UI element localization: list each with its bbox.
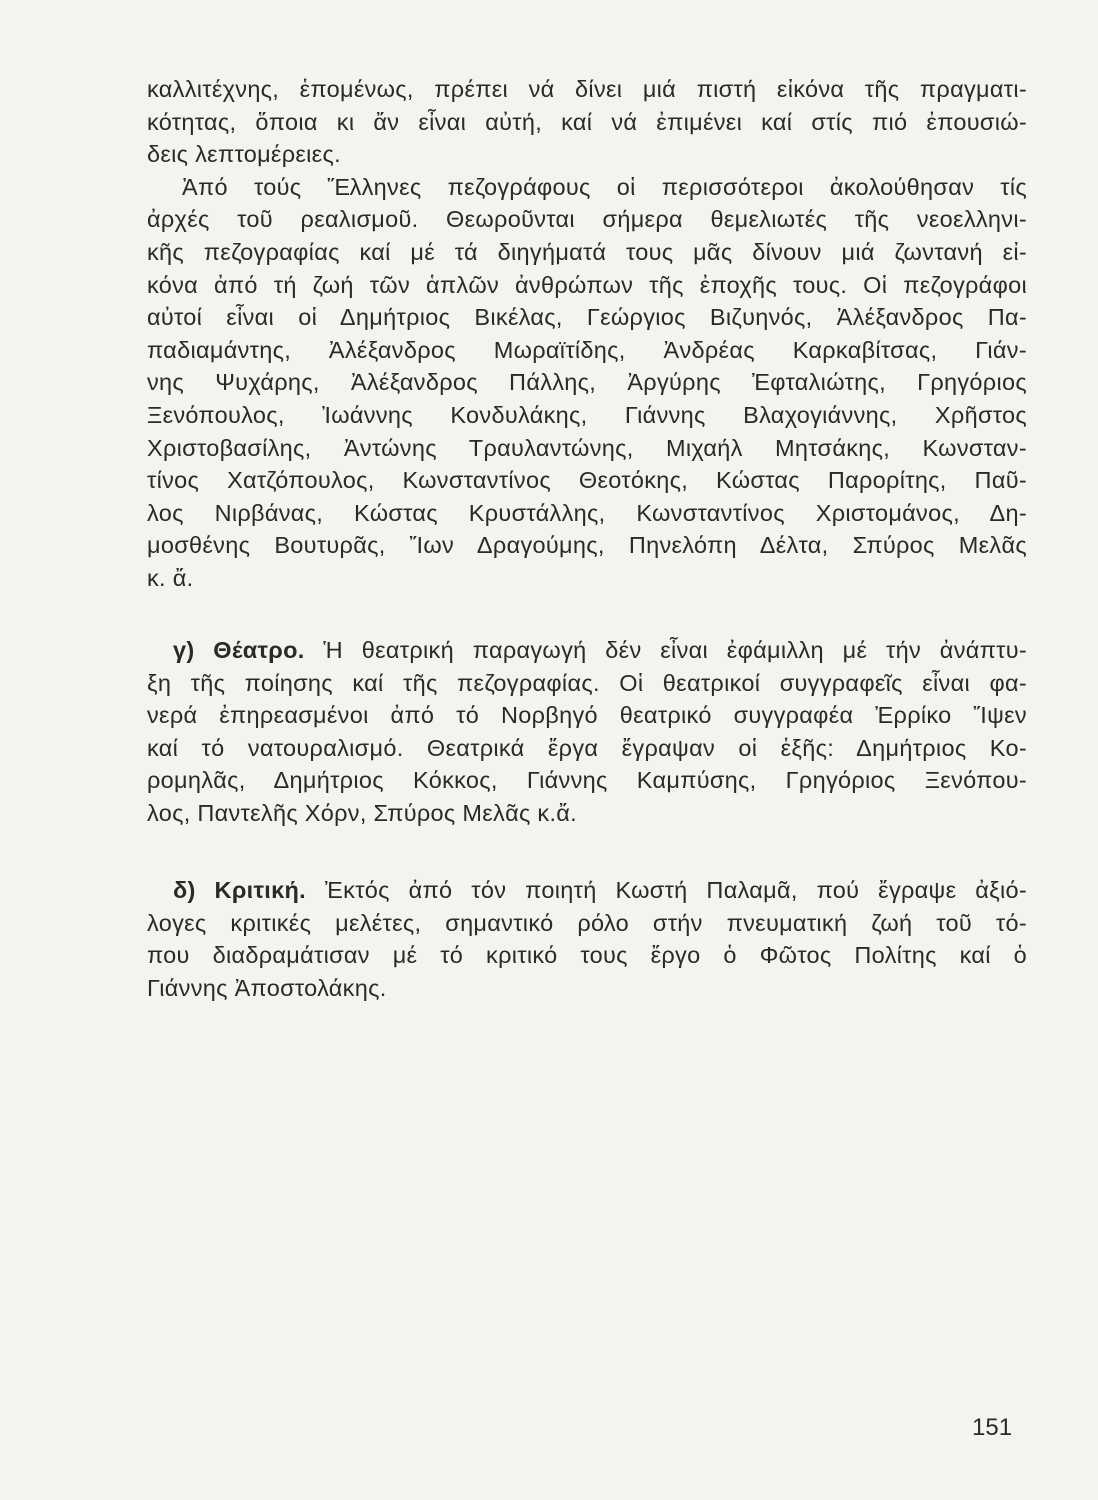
paragraph-realism [147, 73, 1027, 595]
text-line: νης Ψυχάρης, Ἀλέξανδρος Πάλλης, Ἀργύρης Ἐφταλιώτης, Γρηγόριος [147, 369, 1027, 396]
text-line: λος Νιρβάνας, Κώστας Κρυστάλλης, Κωνσταντίνος Χριστομάνος, Δη- [147, 499, 1027, 526]
section-heading-theatre: γ) Θέατρο. [173, 637, 305, 663]
text-span: Ἡ θεατρική παραγωγή δέν εἶναι ἐφάμιλλη μέ τήν ἀνάπτυ- [304, 637, 1027, 663]
text-line: λογες κριτικές μελέτες, σημαντικό ρόλο στήν πνευματική ζωή τοῦ τό- [147, 909, 1027, 936]
section-first-line [147, 634, 1027, 667]
section-criticism [147, 874, 1027, 1004]
text-line: αὐτοί εἶναι οἱ Δημήτριος Βικέλας, Γεώργιος Βιζυηνός, Ἀλέξανδρος Πα- [147, 304, 1027, 331]
text-line: κῆς πεζογραφίας καί μέ τά διηγήματά τους μᾶς δίνουν μιά ζωντανή εἰ- [147, 238, 1027, 265]
text-line: παδιαμάντης, Ἀλέξανδρος Μωραϊτίδης, Ἀνδρέας Καρκαβίτσας, Γιάν- [147, 336, 1027, 363]
section-heading-criticism: δ) Κριτική. [173, 877, 306, 903]
text-line: κόνα ἀπό τή ζωή τῶν ἁπλῶν ἀνθρώπων τῆς ἐποχῆς τους. Οἱ πεζογράφοι [147, 271, 1027, 298]
text-line: μοσθένης Βουτυρᾶς, Ἴων Δραγούμης, Πηνελόπη Δέλτα, Σπύρος Μελᾶς [147, 532, 1027, 559]
text-line: δεις λεπτομέρειες. [147, 141, 341, 168]
page-number: 151 [972, 1414, 1013, 1441]
text-line: που διαδραμάτισαν μέ τό κριτικό τους ἔργο ὁ Φῶτος Πολίτης καί ὁ [147, 942, 1027, 969]
text-line: Χριστοβασίλης, Ἀντώνης Τραυλαντώνης, Μιχαήλ Μητσάκης, Κωνσταν- [147, 434, 1027, 461]
text-line: ἀρχές τοῦ ρεαλισμοῦ. Θεωροῦνται σήμερα θεμελιωτές τῆς νεοελληνι- [147, 206, 1027, 233]
text-line: κ. ἄ. [147, 564, 194, 591]
text-line: κότητας, ὅποια κι ἄν εἶναι αὐτή, καί νά ἐπιμένει καί στίς πιό ἐπουσιώ- [147, 108, 1027, 135]
text-line: Ξενόπουλος, Ἰωάννης Κονδυλάκης, Γιάννης Βλαχογιάννης, Χρῆστος [147, 401, 1027, 428]
section-theatre [147, 634, 1027, 830]
text-line: νερά ἐπηρεασμένοι ἀπό τό Νορβηγό θεατρικό συγγραφέα Ἐρρίκο Ἴψεν [147, 702, 1027, 729]
text-line: καί τό νατουραλισμό. Θεατρικά ἔργα ἔγραψαν οἱ ἑξῆς: Δημήτριος Κο- [147, 734, 1027, 761]
text-line: Ἀπό τούς Ἕλληνες πεζογράφους οἱ περισσότεροι ἀκολούθησαν τίς [182, 173, 1027, 200]
text-line: ρομηλᾶς, Δημήτριος Κόκκος, Γιάννης Καμπύσης, Γρηγόριος Ξενόπου- [147, 767, 1027, 794]
text-span: Ἐκτός ἀπό τόν ποιητή Κωστή Παλαμᾶ, πού ἔγραψε ἀξιό- [306, 877, 1027, 903]
text-line: ξη τῆς ποίησης καί τῆς πεζογραφίας. Οἱ θεατρικοί συγγραφεῖς εἶναι φα- [147, 669, 1027, 696]
text-line: καλλιτέχνης, ἑπομένως, πρέπει νά δίνει μιά πιστή εἰκόνα τῆς πραγματι- [147, 76, 1027, 102]
section-first-line [147, 874, 1027, 907]
text-line: τίνος Χατζόπουλος, Κωνσταντίνος Θεοτόκης, Κώστας Παρορίτης, Παῦ- [147, 467, 1027, 494]
text-line: Γιάννης Ἀποστολάκης. [147, 974, 387, 1001]
text-line: λος, Παντελῆς Χόρν, Σπύρος Μελᾶς κ.ἄ. [147, 799, 578, 826]
